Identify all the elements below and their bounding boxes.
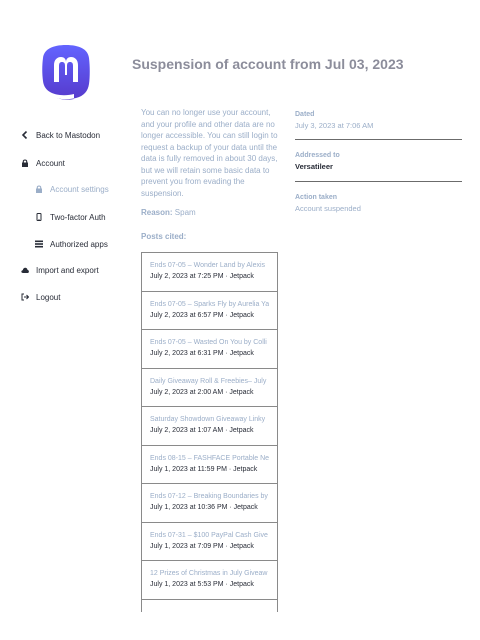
cited-post[interactable] — [142, 484, 277, 523]
cited-post-title: Ends 08-15 – FASHFACE Portable Ne — [150, 454, 269, 462]
sidebar-item-label: Account — [36, 158, 65, 168]
sidebar-item-account-settings[interactable] — [34, 184, 109, 194]
explanation-text: You can no longer use your account, and your profile and other data are no longer accessible. You can still login to request a backup of your data until the data is fully removed in about 30 days, but we will retain some basic data to prevent you from evading the suspension. — [141, 108, 278, 198]
cited-post[interactable] — [142, 446, 277, 485]
cited-post-title: Ends 07-31 – $100 PayPal Cash Give — [150, 531, 268, 539]
sidebar-item-label: Back to Mastodon — [36, 130, 101, 140]
meta-label: Addressed to — [295, 152, 340, 159]
sidebar-item-two-factor-auth[interactable] — [34, 212, 106, 222]
cited-post[interactable] — [142, 253, 277, 292]
sidebar-item-authorized-apps[interactable] — [34, 239, 108, 249]
page-title: Suspension of account from Jul 03, 2023 — [132, 56, 404, 72]
cited-post-title: Ends 07-12 – Breaking Boundaries by — [150, 493, 268, 500]
lock-icon — [34, 184, 44, 194]
cited-post-meta: July 2, 2023 at 7:25 PM · Jetpack — [150, 273, 254, 280]
sign-out-icon — [20, 292, 30, 302]
meta-label: Dated — [295, 111, 315, 118]
cited-post-title: 12 Prizes of Christmas in July Giveaw — [150, 570, 268, 577]
meta-label: Action taken — [295, 194, 338, 201]
cited-post[interactable] — [142, 407, 277, 446]
cited-post-meta: July 1, 2023 at 11:59 PM · Jetpack — [150, 465, 258, 473]
sidebar-item-label: Logout — [36, 292, 61, 302]
cited-post-meta: July 2, 2023 at 6:57 PM · Jetpack — [150, 311, 254, 319]
sidebar-item-label: Account settings — [50, 184, 109, 194]
cited-posts-list[interactable] — [141, 252, 278, 612]
cited-post-empty — [142, 600, 277, 613]
mobile-icon — [34, 212, 44, 222]
sidebar-item-back-to-mastodon[interactable] — [20, 130, 100, 140]
cited-post[interactable] — [142, 561, 277, 600]
cited-post[interactable] — [142, 523, 277, 562]
cited-post-meta: July 1, 2023 at 7:09 PM · Jetpack — [150, 542, 254, 550]
cited-post-title: Daily Giveaway Roll & Freebies– July — [150, 377, 267, 385]
meta-value: July 3, 2023 at 7:06 AM — [295, 121, 374, 130]
cited-post[interactable] — [142, 330, 277, 369]
mastodon-logo-icon[interactable] — [40, 44, 92, 100]
cited-post-meta: July 2, 2023 at 2:00 AM · Jetpack — [150, 388, 254, 396]
lock-icon — [20, 158, 30, 168]
reason-value: Spam — [174, 208, 196, 217]
cited-post-title: Saturday Showdown Giveaway Linky — [150, 416, 266, 423]
sidebar-item-import-and-export[interactable] — [20, 265, 99, 275]
sidebar-item-account[interactable] — [20, 158, 65, 168]
sidebar-item-label: Import and export — [36, 265, 99, 275]
cited-post-meta: July 2, 2023 at 6:31 PM · Jetpack — [150, 350, 254, 357]
cited-post[interactable] — [142, 369, 277, 408]
strike-explanation — [141, 107, 281, 199]
divider — [295, 139, 462, 140]
posts-cited-heading: Posts cited: — [141, 232, 187, 241]
reason-label: Reason: — [141, 208, 173, 217]
meta-action-taken — [295, 194, 462, 213]
meta-dated — [295, 111, 462, 130]
reason-line — [141, 208, 196, 217]
sidebar-item-label: Two-factor Auth — [50, 212, 106, 222]
cited-post-title: Ends 07-05 – Wasted On You by Colli — [150, 339, 267, 346]
sidebar-item-logout[interactable] — [20, 292, 60, 302]
meta-value: Versatileer — [295, 162, 333, 171]
cited-post[interactable] — [142, 292, 277, 331]
sidebar-item-label: Authorized apps — [50, 239, 108, 249]
meta-value: Account suspended — [295, 204, 361, 213]
list-icon — [34, 239, 44, 249]
cited-post-meta: July 2, 2023 at 1:07 AM · Jetpack — [150, 427, 254, 434]
chevron-left-icon — [20, 130, 30, 140]
cloud-icon — [20, 265, 30, 275]
meta-addressed-to — [295, 152, 462, 171]
cited-post-meta: July 1, 2023 at 5:53 PM · Jetpack — [150, 581, 254, 588]
cited-post-meta: July 1, 2023 at 10:36 PM · Jetpack — [150, 504, 258, 511]
cited-post-title: Ends 07-05 – Sparks Fly by Aurelia Ya — [150, 300, 269, 308]
divider — [295, 181, 462, 182]
cited-post-title: Ends 07-05 – Wonder Land by Alexis — [150, 262, 266, 269]
